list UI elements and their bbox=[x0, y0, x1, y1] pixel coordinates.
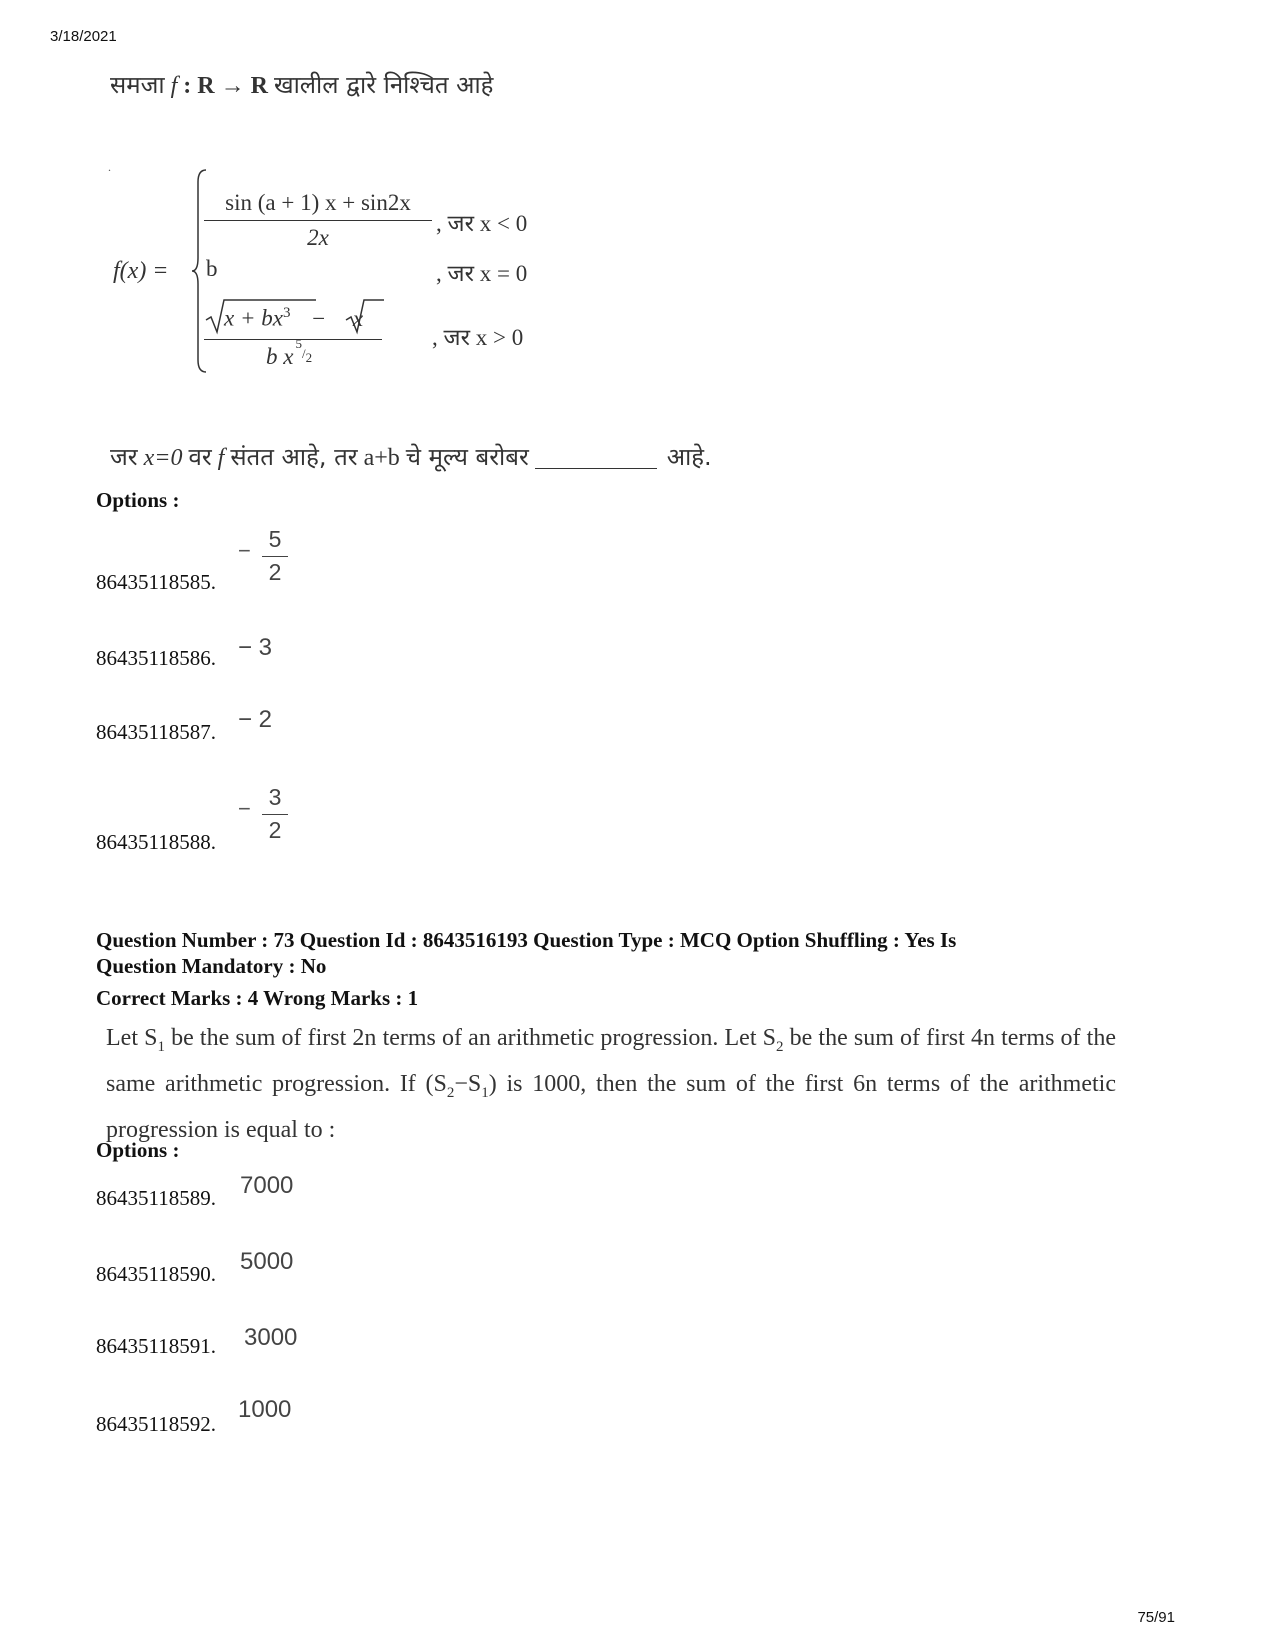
q72-option-id: 86435118587. bbox=[96, 720, 216, 744]
q73-option-value: 5000 bbox=[240, 1248, 294, 1275]
q72-question: जर x=0 वर f संतत आहे, तर a+b चे मूल्य बरोबर आहे. bbox=[110, 443, 712, 471]
q72-intro-mapping: : R → R bbox=[177, 73, 274, 99]
q73-option-value: 1000 bbox=[238, 1396, 292, 1423]
q72-option-value: − 3 bbox=[238, 634, 273, 661]
q73-option-id: 86435118592. bbox=[96, 1412, 216, 1436]
q72-intro-f: f bbox=[170, 73, 178, 99]
case3-numerator: $x + bx^3 - x$ bbox=[224, 305, 364, 331]
q72-option-fraction: 3 2 bbox=[262, 784, 288, 844]
q72-option-id: 86435118585. bbox=[96, 570, 216, 594]
q73-option-id: 86435118590. bbox=[96, 1262, 216, 1286]
q73-marks: Correct Marks : 4 Wrong Marks : 1 bbox=[96, 986, 419, 1010]
q72-intro-prefix: समजा bbox=[110, 71, 165, 99]
q72-option-fraction: 5 2 bbox=[262, 526, 288, 586]
q72-intro bbox=[110, 68, 493, 101]
case2-condition: , जर x = 0 bbox=[436, 261, 528, 286]
answer-blank bbox=[535, 448, 657, 469]
q73-option-value: 3000 bbox=[244, 1324, 298, 1351]
q72-option-value: − 2 bbox=[238, 706, 273, 733]
q73-question-text: Let $S_1$ be the sum of first 2n terms of an arithmetic progression. Let $S_2$ be the sum of first 4n terms of the same arithmetic progression. If $(S_2-S_1)$ is 1000, then the sum of the first 6n terms of the arithmetic progression is equal to : bbox=[106, 1025, 1117, 1143]
q72-option-sign: − bbox=[238, 796, 251, 821]
stray-dot: . bbox=[108, 160, 111, 174]
q72-option-id: 86435118588. bbox=[96, 830, 216, 854]
q73-options-label: Options : bbox=[96, 1138, 180, 1162]
case1-numerator: sin (a + 1) x + sin2x bbox=[204, 190, 432, 221]
case3-denominator: b $x^{5/}2$ bbox=[266, 336, 313, 369]
case3-condition: , जर x > 0 bbox=[432, 325, 524, 350]
page-number: 75/91 bbox=[1137, 1609, 1175, 1626]
q72-options-label: Options : bbox=[96, 488, 180, 512]
q73-option-id: 86435118591. bbox=[96, 1334, 216, 1358]
q72-option-sign: − bbox=[238, 538, 251, 563]
q73-meta-line1: Question Number : 73 Question Id : 8643516193 Question Type : MCQ Option Shuffling : Yes Is bbox=[96, 928, 957, 952]
q72-intro-suffix: खालील द्वारे निश्चित आहे bbox=[273, 71, 494, 99]
case1-denominator: 2x bbox=[307, 225, 329, 250]
case1-condition: , जर x < 0 bbox=[436, 211, 528, 236]
case3-fraction-bar bbox=[204, 339, 382, 340]
fx-label: f(x) = bbox=[113, 258, 169, 284]
q72-option-id: 86435118586. bbox=[96, 646, 216, 670]
case2-expression: b bbox=[206, 256, 218, 281]
case1-fraction bbox=[204, 190, 432, 251]
q73-option-id: 86435118589. bbox=[96, 1186, 216, 1210]
q73-option-value: 7000 bbox=[240, 1172, 294, 1199]
q73-meta-line2: Question Mandatory : No bbox=[96, 954, 327, 978]
print-date: 3/18/2021 bbox=[50, 28, 117, 45]
